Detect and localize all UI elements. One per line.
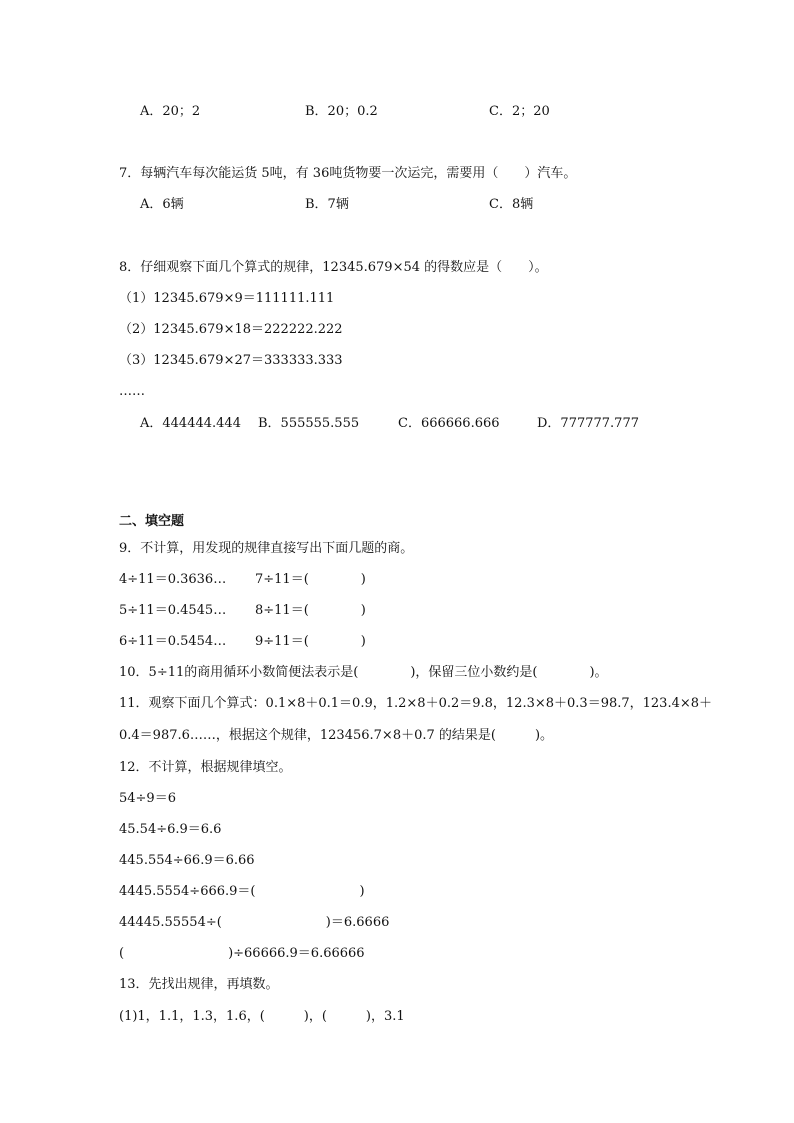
q12-line-6: ( )÷66666.9＝6.66666 (119, 946, 365, 961)
q9-left-3: 6÷11＝0.5454… (119, 634, 227, 649)
q8-option-a: A．444444.444 (140, 416, 241, 431)
q6-option-b: B．20；0.2 (305, 104, 378, 119)
q9-right-1: 7÷11＝( ) (255, 572, 366, 587)
q12-line-2: 45.54÷6.9＝6.6 (119, 822, 222, 837)
q12-line-5: 44445.55554÷( )＝6.6666 (119, 915, 390, 930)
q8-ellipsis: …… (119, 384, 145, 399)
q9-left-1: 4÷11＝0.3636… (119, 572, 227, 587)
q7-stem: 7．每辆汽车每次能运货 5吨，有 36吨货物要一次运完，需要用（ ）汽车。 (119, 166, 577, 181)
q7-option-b: B．7辆 (305, 197, 349, 212)
q6-option-c: C．2；20 (489, 104, 550, 119)
q7-option-a: A．6辆 (140, 197, 184, 212)
q13-stem: 13．先找出规律，再填数。 (119, 977, 279, 992)
q12-stem: 12．不计算，根据规律填空。 (119, 760, 292, 775)
q7-option-c: C．8辆 (489, 197, 534, 212)
q9-stem: 9．不计算，用发现的规律直接写出下面几题的商。 (119, 541, 414, 556)
section-title: 二、填空题 (119, 514, 185, 529)
q9-left-2: 5÷11＝0.4545… (119, 603, 227, 618)
q8-option-b: B．555555.555 (258, 416, 360, 431)
q8-option-c: C．666666.666 (398, 416, 500, 431)
q10-stem: 10．5÷11的商用循环小数简便法表示是( )，保留三位小数约是( )。 (119, 665, 608, 680)
q12-line-3: 445.554÷66.9＝6.66 (119, 853, 255, 868)
q9-right-2: 8÷11＝( ) (255, 603, 366, 618)
q8-option-d: D．777777.777 (537, 416, 639, 431)
q8-stem: 8．仔细观察下面几个算式的规律，12345.679×54 的得数应是（ ）。 (119, 260, 548, 275)
q8-line-1: （1）12345.679×9＝111111.111 (119, 291, 335, 306)
q6-option-a: A．20；2 (140, 104, 201, 119)
q12-line-1: 54÷9＝6 (119, 791, 176, 806)
q13-line-1: (1)1，1.1，1.3，1.6，( )，( )，3.1 (119, 1009, 405, 1024)
q12-line-4: 4445.5554÷666.9＝( ) (119, 884, 365, 899)
q8-line-3: （3）12345.679×27＝333333.333 (119, 353, 343, 368)
q11-line-2: 0.4＝987.6……，根据这个规律，123456.7×8＋0.7 的结果是( )。 (119, 728, 554, 743)
q9-right-3: 9÷11＝( ) (255, 634, 366, 649)
q11-line-1: 11．观察下面几个算式：0.1×8＋0.1＝0.9，1.2×8＋0.2＝9.8，12.3×8＋0.3＝98.7，123.4×8＋ (119, 696, 713, 711)
q8-line-2: （2）12345.679×18＝222222.222 (119, 322, 343, 337)
